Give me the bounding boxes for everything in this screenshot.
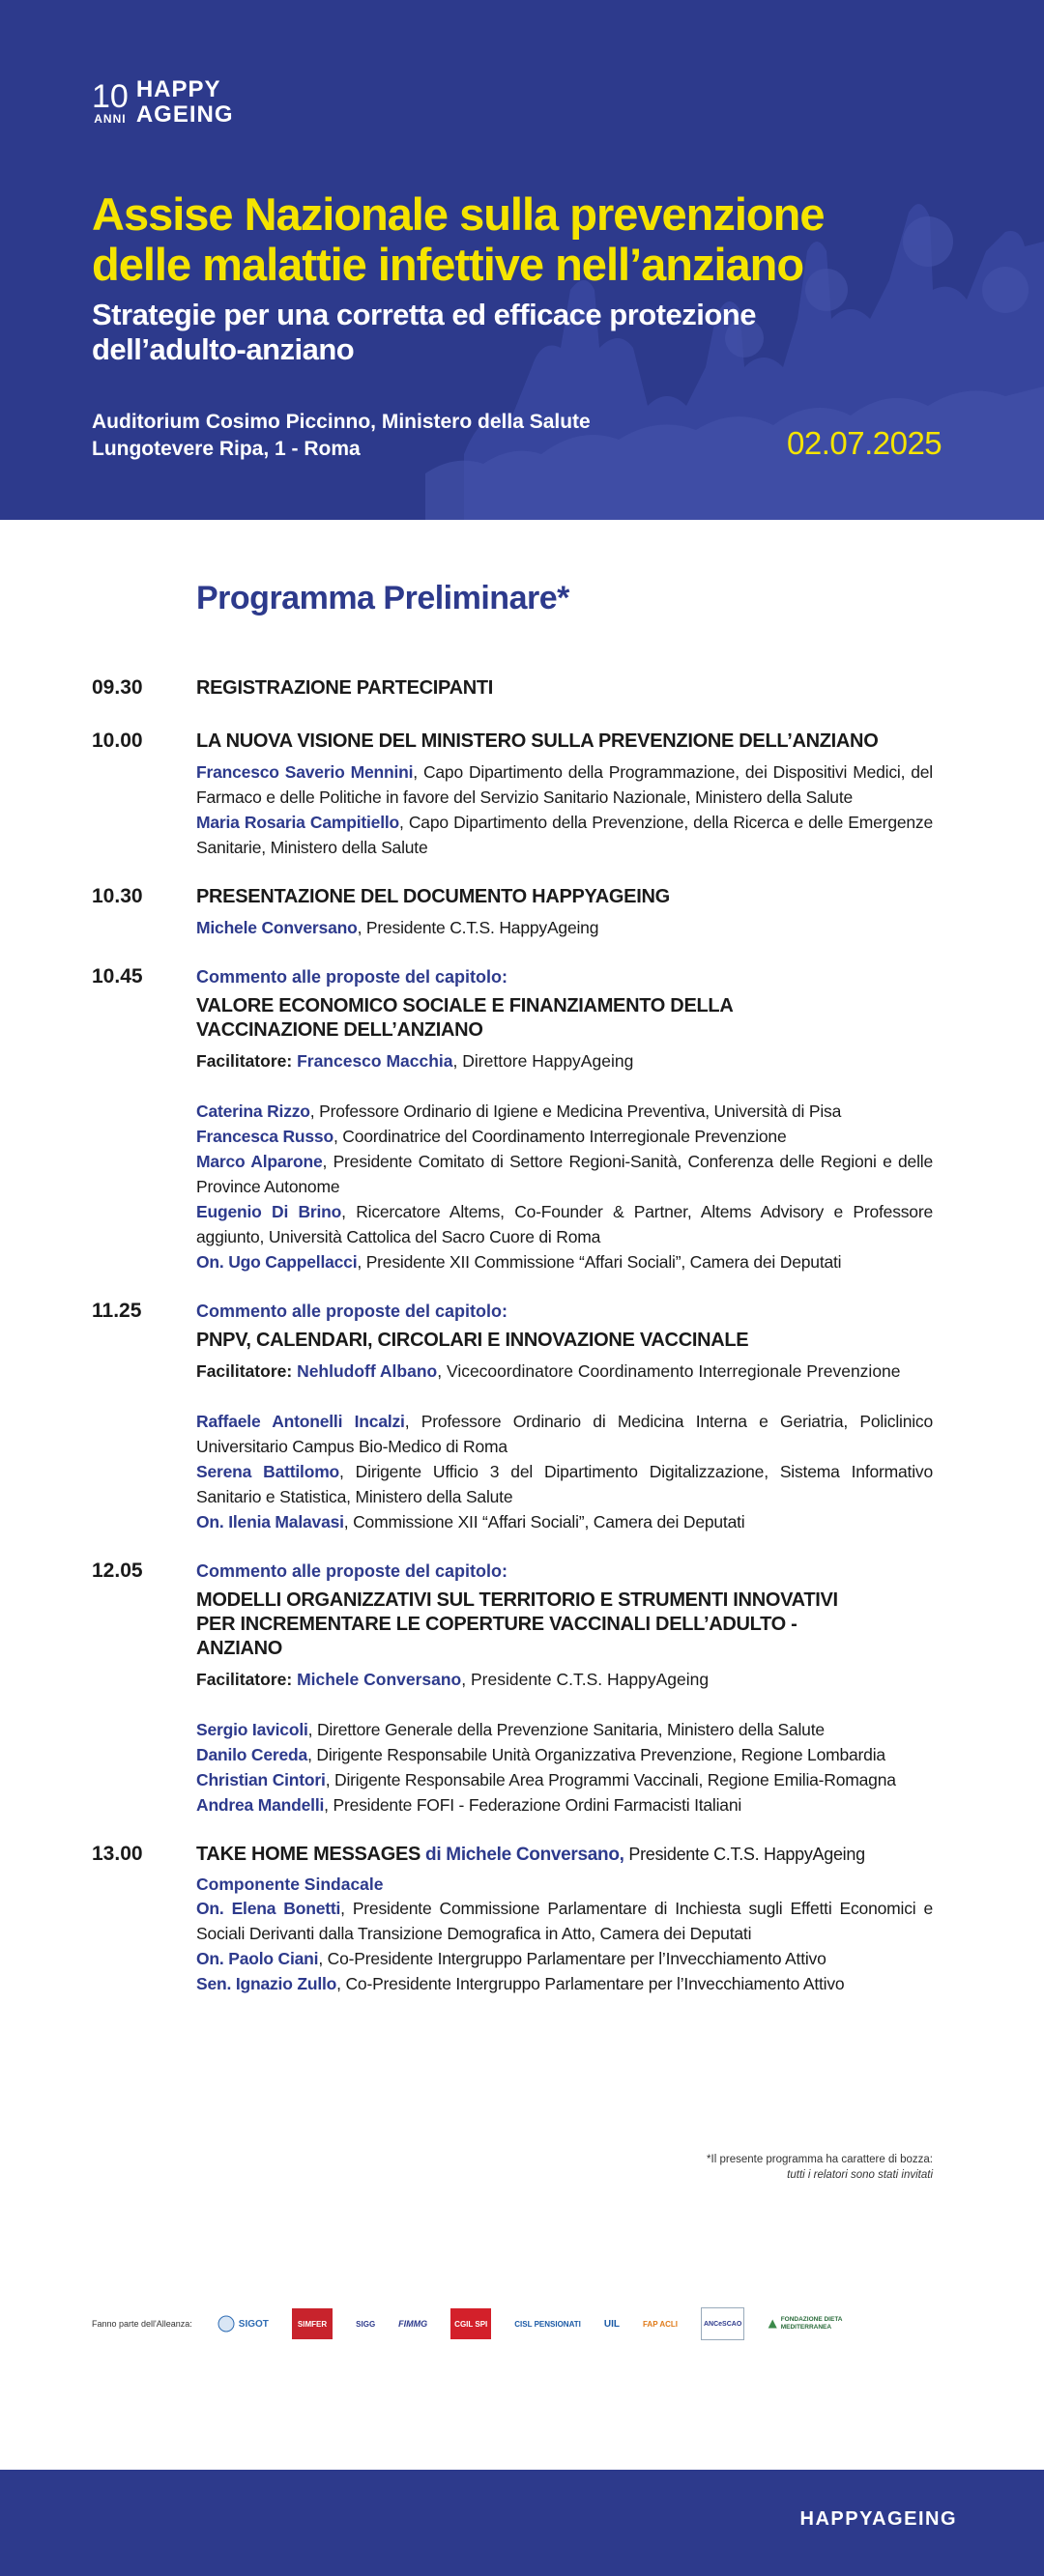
draft-note-line2: tutti i relatori sono stati invitati	[787, 2169, 933, 2181]
partners-strip	[92, 2300, 962, 2348]
partner-logo-fimmg	[398, 2308, 427, 2339]
speaker	[196, 915, 933, 940]
logo-wordmark	[136, 77, 234, 128]
session-title-line: PER INCREMENTARE LE COPERTURE VACCINALI DELL’ADULTO -	[196, 1614, 798, 1635]
session-title	[196, 994, 933, 1043]
session	[92, 1300, 933, 1534]
speaker-name: Francesco Saverio Mennini	[196, 762, 414, 782]
facilitator	[196, 1359, 933, 1384]
venue-line2: Lungotevere Ripa, 1 - Roma	[92, 438, 361, 460]
partner-logo-text: FAP ACLI	[642, 2319, 678, 2329]
facilitator-label: Facilitatore:	[196, 1670, 298, 1689]
speaker-role: , Presidente FOFI - Federazione Ordini Farmacisti Italiani	[324, 1795, 742, 1815]
session-title: LA NUOVA VISIONE DEL MINISTERO SULLA PREVENZIONE DELL’ANZIANO	[196, 730, 879, 752]
session-title-line: VACCINAZIONE DELL’ANZIANO	[196, 1019, 483, 1041]
speaker-name: Marco Alparone	[196, 1152, 323, 1171]
facilitator-role: , Presidente C.T.S. HappyAgeing	[461, 1670, 710, 1689]
logo-anni: ANNI	[94, 112, 127, 126]
session-time: 12.05	[92, 1560, 143, 1582]
speaker-role: , Professore Ordinario di Igiene e Medicina Preventiva, Università di Pisa	[309, 1102, 842, 1121]
speaker	[196, 1509, 933, 1534]
draft-note	[707, 2152, 933, 2183]
speaker	[196, 1459, 933, 1509]
speaker	[196, 1971, 933, 1996]
speaker	[196, 1099, 933, 1124]
session-by-role: Presidente C.T.S. HappyAgeing	[624, 1845, 865, 1864]
speaker-name: Danilo Cereda	[196, 1745, 308, 1764]
session	[92, 1843, 933, 1996]
facilitator	[196, 1048, 933, 1073]
partner-logo-text: SIMFER	[297, 2319, 328, 2329]
session-comment: Commento alle proposte del capitolo:	[196, 1302, 508, 1321]
logo-line2: AGEING	[135, 101, 234, 128]
speaker-name: Raffaele Antonelli Incalzi	[196, 1412, 405, 1431]
sigot-icon	[218, 2315, 235, 2333]
facilitator-role: , Vicecoordinatore Coordinamento Interregionale Prevenzione	[437, 1361, 901, 1381]
partners-label: Fanno parte dell'Alleanza:	[92, 2319, 192, 2329]
speaker	[196, 810, 933, 860]
session-title-line: VALORE ECONOMICO SOCIALE E FINANZIAMENTO DELLA	[196, 995, 734, 1016]
speaker-role: , Capo Dipartimento della Prevenzione, della Ricerca e delle Emergenze Sanitarie, Ministero della Salute	[196, 813, 933, 857]
speaker	[196, 1767, 933, 1792]
footer-bar	[0, 2470, 1044, 2576]
logo-number: 10	[92, 78, 129, 115]
session	[92, 885, 933, 940]
partner-logo-sigg	[356, 2308, 375, 2339]
speaker-name: Eugenio Di Brino	[196, 1202, 342, 1221]
speaker-name: Serena Battilomo	[196, 1462, 340, 1481]
speaker-role: , Capo Dipartimento della Programmazione, dei Dispositivi Medici, del Farmaco e delle Politiche in favore del Servizio Sanitario Nazionale, Ministero della Salute	[196, 762, 933, 807]
speaker-role: , Presidente C.T.S. HappyAgeing	[357, 918, 599, 937]
session-title-line: ANZIANO	[196, 1638, 283, 1659]
speaker-role: , Presidente XII Commissione “Affari Sociali”, Camera dei Deputati	[357, 1252, 842, 1272]
event-venue	[92, 409, 591, 463]
session-title-line: MODELLI ORGANIZZATIVI SUL TERRITORIO E STRUMENTI INNOVATIVI	[196, 1589, 838, 1611]
session-title	[196, 1589, 933, 1661]
partner-logo-uil	[604, 2308, 620, 2339]
session	[92, 730, 933, 860]
event-subtitle	[92, 298, 865, 367]
speaker-role: , Dirigente Responsabile Unità Organizzativa Prevenzione, Regione Lombardia	[307, 1745, 885, 1764]
speaker	[196, 1946, 933, 1971]
speaker-role: , Dirigente Responsabile Area Programmi Vaccinali, Regione Emilia-Romagna	[325, 1770, 896, 1789]
speaker	[196, 1409, 933, 1459]
facilitator-name: Michele Conversano	[297, 1670, 462, 1689]
event-title-line1: Assise Nazionale sulla prevenzione	[92, 188, 825, 240]
session-title: PRESENTAZIONE DEL DOCUMENTO HAPPYAGEING	[196, 886, 670, 907]
partner-logo-text: SIGG	[356, 2319, 376, 2329]
partner-logo-text: CGIL SPI	[454, 2319, 488, 2329]
facilitator-name: Francesco Macchia	[297, 1051, 453, 1071]
speaker-name: Christian Cintori	[196, 1770, 326, 1789]
speaker	[196, 1124, 933, 1149]
facilitator	[196, 1667, 933, 1692]
session-comment: Commento alle proposte del capitolo:	[196, 967, 508, 987]
partner-logo-simfer	[292, 2308, 333, 2339]
partner-logo-sigot	[218, 2308, 269, 2339]
session-title-text: TAKE HOME MESSAGES	[196, 1844, 421, 1865]
happy-ageing-logo	[92, 77, 234, 128]
speaker-role: , Presidente Comitato di Settore Regioni-Sanità, Conferenza delle Regioni e delle Province Autonome	[196, 1152, 933, 1196]
session-time: 10.45	[92, 965, 143, 987]
draft-note-line1: *Il presente programma ha carattere di bozza:	[707, 2154, 933, 2165]
session-title	[196, 1843, 933, 1867]
facilitator-name: Nehludoff Albano	[297, 1361, 438, 1381]
speaker-name: Maria Rosaria Campitiello	[196, 813, 400, 832]
partner-logo-text: FIMMG	[398, 2319, 428, 2329]
logo-line1: HAPPY	[135, 76, 221, 102]
partner-logo-text: ANCeSCAO	[704, 2320, 742, 2328]
program-title: Programma Preliminare*	[196, 580, 569, 616]
partner-logo-fap-acli	[643, 2308, 678, 2339]
speaker-name: Sergio Iavicoli	[196, 1720, 308, 1739]
session-time: 10.30	[92, 885, 143, 907]
speaker	[196, 1199, 933, 1249]
speaker-role: , Co-Presidente Intergruppo Parlamentare per l’Invecchiamento Attivo	[318, 1949, 826, 1968]
speaker-name: Caterina Rizzo	[196, 1102, 310, 1121]
speaker	[196, 1149, 933, 1199]
session-time: 11.25	[92, 1300, 142, 1322]
session	[92, 1560, 933, 1818]
tree-icon	[768, 2316, 777, 2332]
speaker-name: Andrea Mandelli	[196, 1795, 325, 1815]
session-title: REGISTRAZIONE PARTECIPANTI	[196, 677, 494, 699]
speaker-role: , Coordinatrice del Coordinamento Interregionale Prevenzione	[333, 1127, 787, 1146]
speaker	[196, 1896, 933, 1946]
speaker-role: , Presidente Commissione Parlamentare di Inchiesta sugli Effetti Economici e Sociali Derivanti dalla Transizione Demografica in Atto, Camera dei Deputati	[196, 1899, 933, 1943]
partner-logo-cgil-spi	[450, 2308, 491, 2339]
session-comment: Commento alle proposte del capitolo:	[196, 1561, 508, 1581]
speaker-role: , Dirigente Ufficio 3 del Dipartimento Digitalizzazione, Sistema Informativo Sanitario e Statistica, Ministero della Salute	[196, 1462, 933, 1506]
speaker-role: , Co-Presidente Intergruppo Parlamentare per l’Invecchiamento Attivo	[336, 1974, 845, 1993]
partner-logo-text: UIL	[603, 2318, 620, 2330]
event-date: 02.07.2025	[787, 425, 942, 461]
speaker	[196, 1249, 933, 1274]
speaker-name: Michele Conversano	[196, 918, 358, 937]
session-by: di Michele Conversano,	[420, 1845, 624, 1865]
speaker	[196, 1717, 933, 1742]
facilitator-role: , Direttore HappyAgeing	[452, 1051, 634, 1071]
speaker	[196, 1792, 933, 1818]
speaker-name: On. Elena Bonetti	[196, 1899, 341, 1918]
speaker-role: , Commissione XII “Affari Sociali”, Camera dei Deputati	[343, 1512, 745, 1531]
speaker-role: , Direttore Generale della Prevenzione Sanitaria, Ministero della Salute	[307, 1720, 825, 1739]
session-time: 09.30	[92, 676, 143, 699]
venue-line1: Auditorium Cosimo Piccinno, Ministero della Salute	[92, 411, 591, 433]
partner-logo-cisl	[514, 2308, 581, 2339]
footer-brand: HAPPYAGEING	[799, 2508, 957, 2530]
speaker-name: On. Paolo Ciani	[196, 1949, 319, 1968]
event-title-line2: delle malattie infettive nell’anziano	[92, 239, 804, 290]
partner-logo-text: CISL PENSIONATI	[514, 2319, 581, 2329]
speaker-name: Francesca Russo	[196, 1127, 334, 1146]
speaker-name: Sen. Ignazio Zullo	[196, 1974, 337, 1993]
speaker-role: , Professore Ordinario di Medicina Interna e Geriatria, Policlinico Universitario Campus Bio-Medico di Roma	[196, 1412, 933, 1456]
session-time: 13.00	[92, 1843, 143, 1865]
speaker	[196, 1742, 933, 1767]
session	[92, 965, 933, 1274]
session-title: PNPV, CALENDARI, CIRCOLARI E INNOVAZIONE VACCINALE	[196, 1330, 749, 1351]
session	[92, 676, 933, 701]
facilitator-label: Facilitatore:	[196, 1361, 298, 1381]
event-subtitle-line2: dell’adulto-anziano	[92, 332, 355, 366]
partner-logo-dieta-mediterranea	[768, 2308, 855, 2339]
speaker	[196, 759, 933, 810]
speaker-name: On. Ugo Cappellacci	[196, 1252, 358, 1272]
speaker-role: , Ricercatore Altems, Co-Founder & Partner, Altems Advisory e Professore aggiunto, Università Cattolica del Sacro Cuore di Roma	[196, 1202, 933, 1246]
program-list	[92, 676, 933, 2021]
header-banner	[0, 0, 1044, 520]
speaker-name: On. Ilenia Malavasi	[196, 1512, 344, 1531]
facilitator-label: Facilitatore:	[196, 1051, 298, 1071]
partner-logo-text: FONDAZIONE DIETA MEDITERRANEA	[780, 2316, 843, 2331]
ten-years-badge	[92, 80, 129, 125]
event-subtitle-line1: Strategie per una corretta ed efficace protezione	[92, 298, 756, 331]
partner-logo-ancescao	[701, 2307, 744, 2340]
event-title	[92, 189, 962, 290]
component-label: Componente Sindacale	[196, 1875, 384, 1894]
session-time: 10.00	[92, 730, 143, 752]
partner-logo-text: SIGOT	[238, 2318, 269, 2330]
